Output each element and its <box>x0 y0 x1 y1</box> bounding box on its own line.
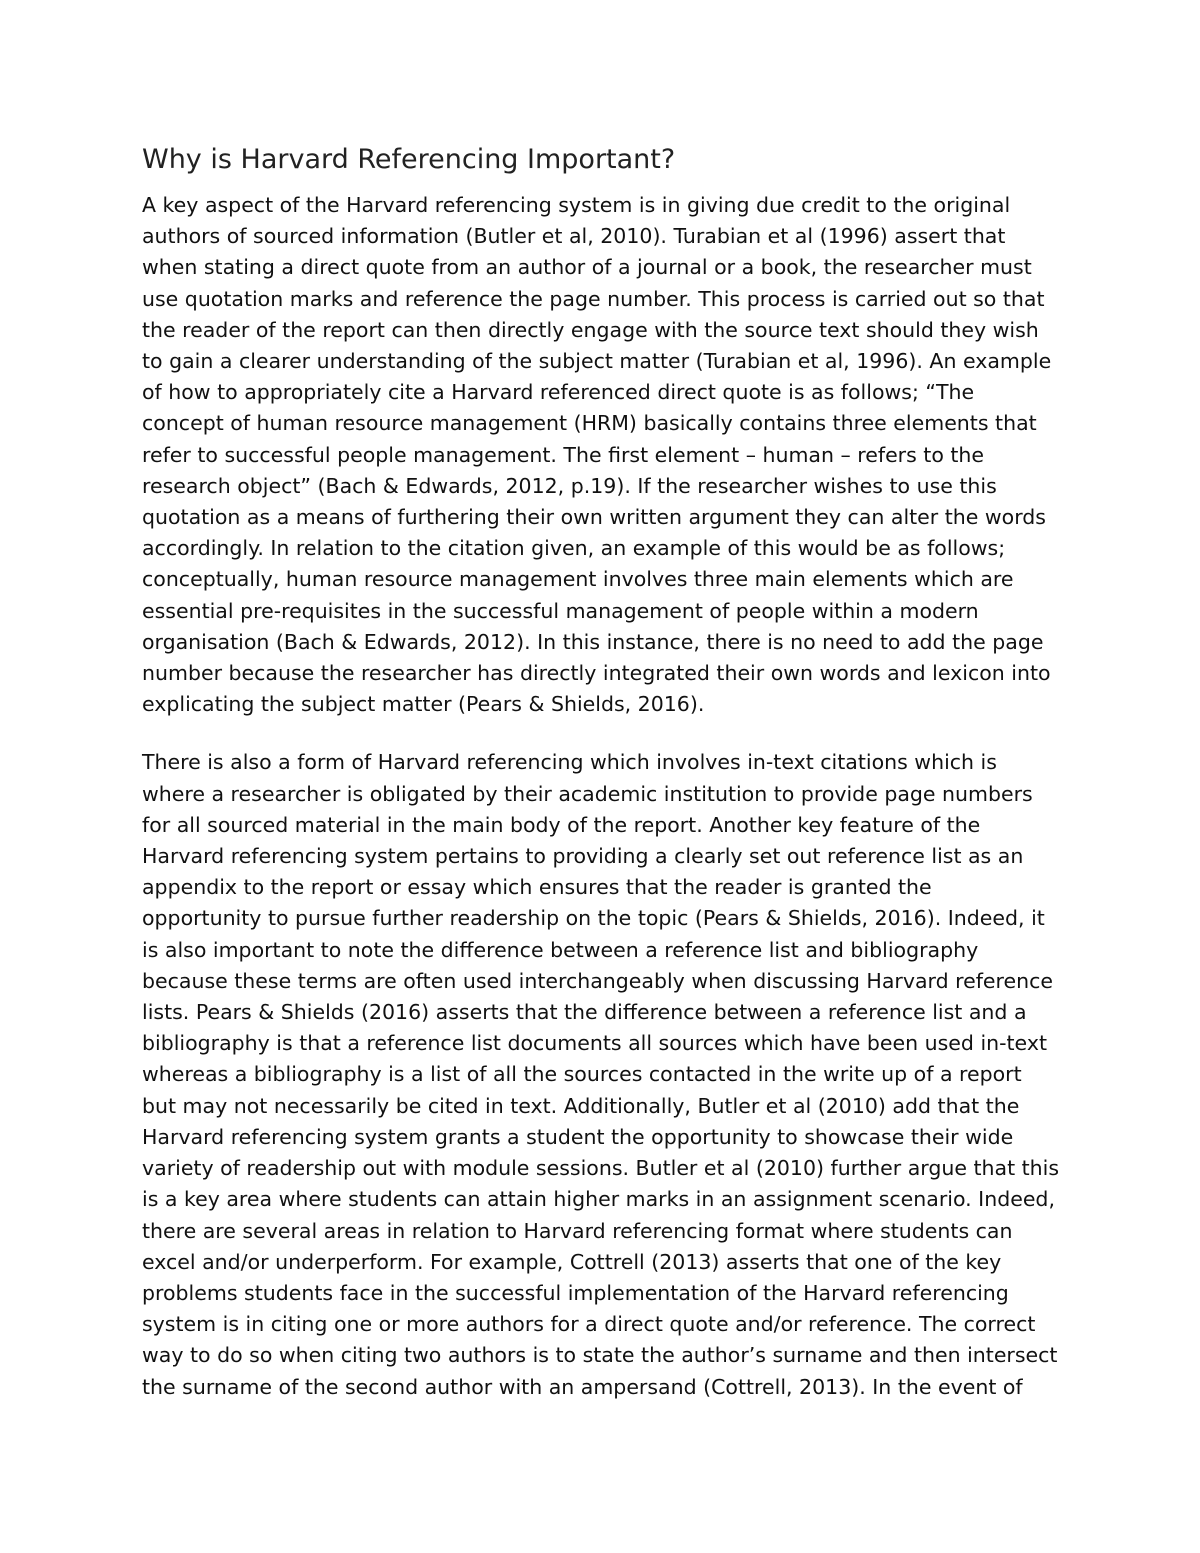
text-line: when stating a direct quote from an author of a journal or a book, the researcher must <box>142 255 1032 280</box>
paragraph-gap <box>142 720 1082 747</box>
text-line: number because the researcher has directly integrated their own words and lexicon into <box>142 661 1051 686</box>
text-line: organisation (Bach & Edwards, 2012). In this instance, there is no need to add the page <box>142 629 1044 654</box>
paragraph-1 <box>142 190 1082 720</box>
text-line: but may not necessarily be cited in text. Additionally, Butler et al (2010) add that the <box>142 1093 1020 1118</box>
text-line: A key aspect of the Harvard referencing system is in giving due credit to the original <box>142 193 1011 217</box>
text-line: excel and/or underperform. For example, Cottrell (2013) asserts that one of the key <box>142 1249 1002 1274</box>
paragraph-2 <box>142 747 1082 1402</box>
text-line: lists. Pears & Shields (2016) asserts that the difference between a reference list and a <box>142 1000 1027 1025</box>
page-title: Why is Harvard Referencing Important? <box>142 144 676 175</box>
text-line: the reader of the report can then directly engage with the source text should they wish <box>142 317 1039 342</box>
text-line: because these terms are often used interchangeably when discussing Harvard reference <box>142 968 1054 993</box>
text-line: appendix to the report or essay which ensures that the reader is granted the <box>142 875 932 900</box>
text-line: accordingly. In relation to the citation given, an example of this would be as follows; <box>142 536 1006 561</box>
text-line: of how to appropriately cite a Harvard referenced direct quote is as follows; “The <box>142 380 975 405</box>
text-line: whereas a bibliography is a list of all the sources contacted in the write up of a report <box>142 1062 1022 1087</box>
text-line: essential pre-requisites in the successful management of people within a modern <box>142 598 979 623</box>
text-line: system is in citing one or more authors for a direct quote and/or reference. The correct <box>142 1312 1036 1337</box>
text-line: Harvard referencing system grants a student the opportunity to showcase their wide <box>142 1124 1014 1149</box>
text-line: variety of readership out with module sessions. Butler et al (2010) further argue that this <box>142 1156 1060 1181</box>
text-line: use quotation marks and reference the page number. This process is carried out so that <box>142 286 1045 311</box>
text-line: Harvard referencing system pertains to providing a clearly set out reference list as an <box>142 844 1024 869</box>
text-line: the surname of the second author with an ampersand (Cottrell, 2013). In the event of <box>142 1374 1023 1399</box>
text-line: opportunity to pursue further readership on the topic (Pears & Shields, 2016). Indeed, it <box>142 906 1045 931</box>
text-line: is also important to note the difference between a reference list and bibliography <box>142 937 979 962</box>
text-line: where a researcher is obligated by their academic institution to provide page numbers <box>142 781 1033 806</box>
text-line: refer to successful people management. The first element – human – refers to the <box>142 442 985 467</box>
text-line: for all sourced material in the main body of the report. Another key feature of the <box>142 812 981 837</box>
text-line: explicating the subject matter (Pears & Shields, 2016). <box>142 692 705 717</box>
text-line: way to do so when citing two authors is to state the author’s surname and then intersect <box>142 1343 1058 1368</box>
text-line: problems students face in the successful implementation of the Harvard referencing <box>142 1280 1009 1305</box>
text-line: bibliography is that a reference list documents all sources which have been used in-text <box>142 1031 1047 1056</box>
text-line: to gain a clearer understanding of the subject matter (Turabian et al, 1996). An example <box>142 349 1052 374</box>
text-line: is a key area where students can attain higher marks in an assignment scenario. Indeed, <box>142 1187 1055 1212</box>
text-line: quotation as a means of furthering their own written argument they can alter the words <box>142 505 1046 530</box>
document-page <box>142 140 1082 1403</box>
text-line: conceptually, human resource management involves three main elements which are <box>142 567 1014 592</box>
text-line: there are several areas in relation to Harvard referencing format where students can <box>142 1218 1013 1243</box>
text-line: authors of sourced information (Butler et al, 2010). Turabian et al (1996) assert that <box>142 224 1006 249</box>
text-line: There is also a form of Harvard referencing which involves in-text citations which is <box>142 750 997 775</box>
text-line: concept of human resource management (HRM) basically contains three elements that <box>142 411 1037 436</box>
text-line: research object” (Bach & Edwards, 2012, p.19). If the researcher wishes to use this <box>142 473 997 498</box>
